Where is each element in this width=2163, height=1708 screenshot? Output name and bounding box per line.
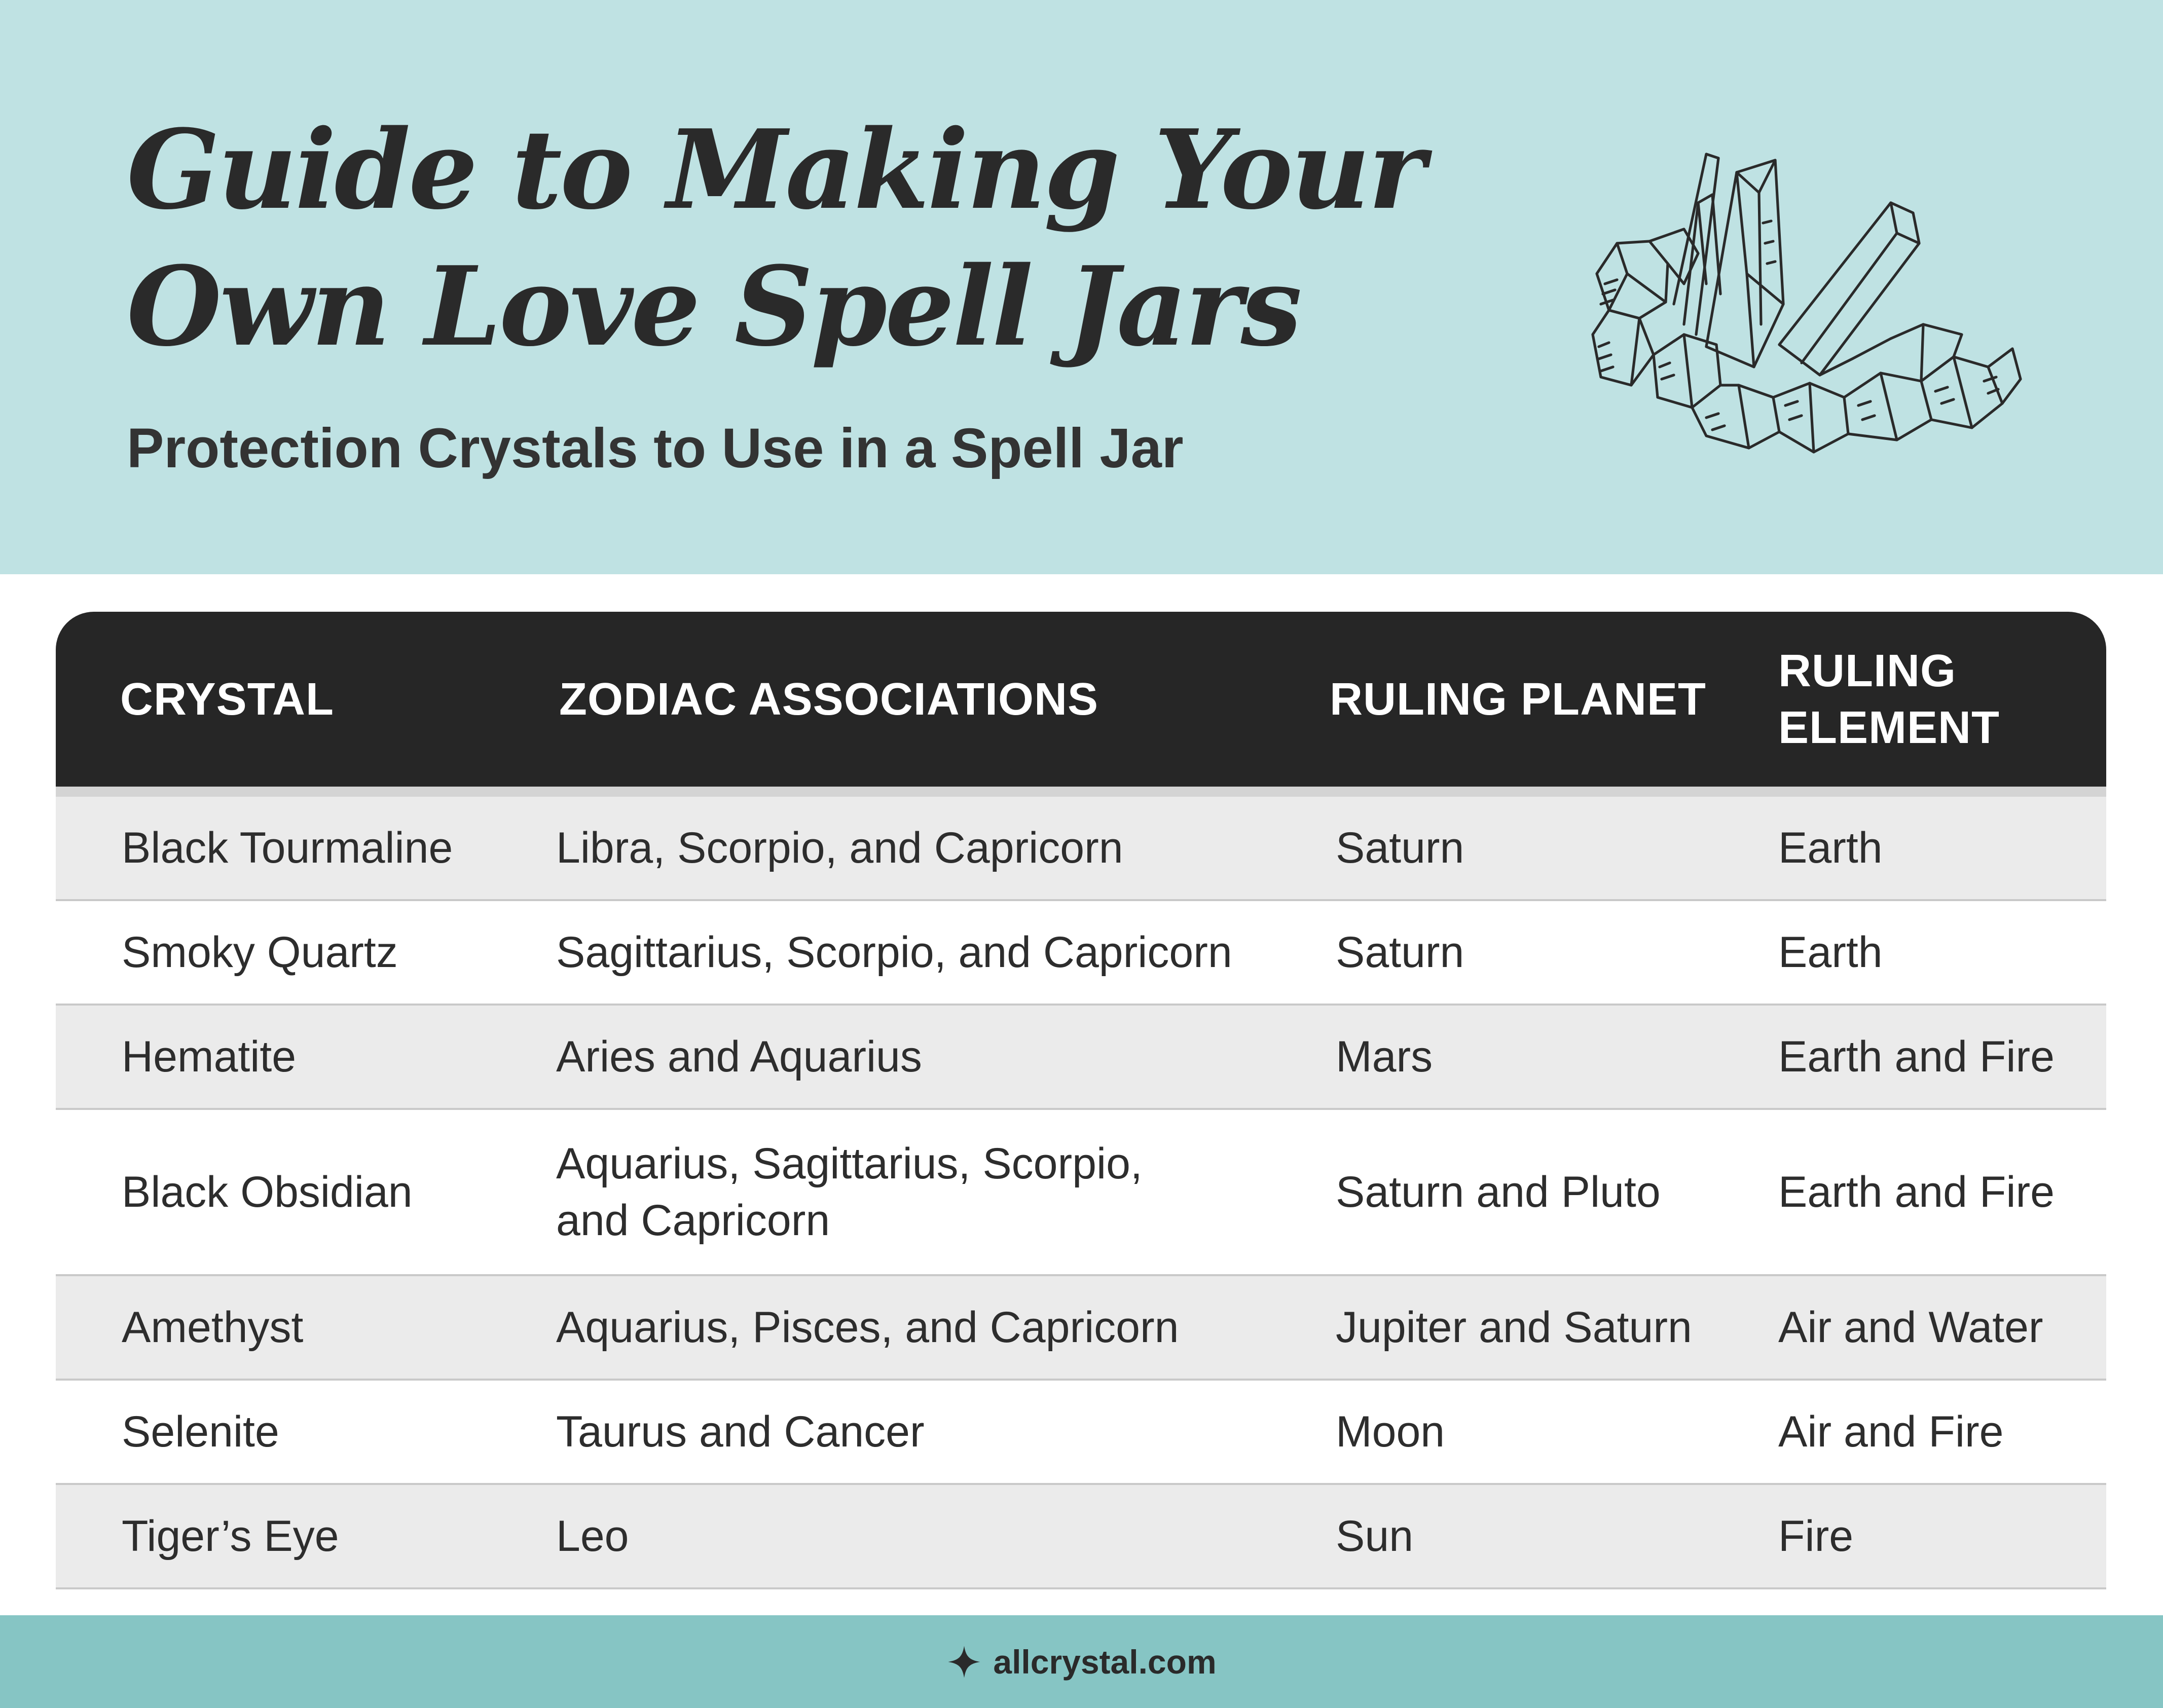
crystal-cell: Amethyst (122, 1303, 304, 1352)
crystal-cell: Black Obsidian (122, 1168, 413, 1216)
planet-cell: Saturn (1336, 928, 1464, 977)
zodiac-cell: Aries and Aquarius (556, 1032, 922, 1081)
crystal-cell: Hematite (122, 1032, 297, 1081)
crystal-cluster-icon (1587, 132, 2023, 466)
planet-cell: Jupiter and Saturn (1336, 1303, 1692, 1352)
sparkle-icon (946, 1644, 982, 1680)
column-header-crystal: CRYSTAL (120, 674, 334, 725)
table-row (56, 1381, 2106, 1485)
element-cell: Earth (1778, 824, 1883, 872)
crystal-cell: Smoky Quartz (122, 928, 398, 977)
table-row (56, 1276, 2106, 1381)
planet-cell: Sun (1336, 1512, 1414, 1561)
element-cell: Fire (1778, 1512, 1854, 1561)
crystal-cell: Tiger’s Eye (122, 1512, 339, 1561)
column-header-planet: RULING PLANET (1330, 674, 1706, 725)
table-row (56, 1485, 2106, 1589)
zodiac-cell: Libra, Scorpio, and Capricorn (556, 824, 1123, 872)
footer-brand (946, 1643, 1216, 1681)
crystal-table (56, 612, 2106, 1589)
header-banner (0, 0, 2163, 574)
zodiac-cell (556, 1110, 1316, 1274)
title-line-2: Own Love Spell Jars (127, 242, 1300, 370)
crystal-cell: Black Tourmaline (122, 824, 453, 872)
table-row (56, 1006, 2106, 1110)
site-link[interactable]: allcrystal.com (993, 1643, 1217, 1681)
page-subtitle: Protection Crystals to Use in a Spell Jar (127, 417, 1184, 479)
column-header-zodiac: ZODIAC ASSOCIATIONS (559, 674, 1099, 725)
zodiac-cell: Aquarius, Pisces, and Capricorn (556, 1303, 1179, 1352)
footer-bar (0, 1615, 2163, 1708)
zodiac-cell-text: Aquarius, Sagittarius, Scorpio, and Capricorn (556, 1139, 1143, 1245)
planet-cell: Mars (1336, 1032, 1433, 1081)
table-row (56, 797, 2106, 901)
planet-cell: Moon (1336, 1407, 1445, 1456)
element-cell: Air and Fire (1778, 1407, 2004, 1456)
element-cell: Earth and Fire (1778, 1032, 2055, 1081)
table-row (56, 1110, 2106, 1276)
element-cell: Air and Water (1778, 1303, 2043, 1352)
table-header (56, 612, 2106, 797)
table-row (56, 901, 2106, 1006)
planet-cell: Saturn (1336, 824, 1464, 872)
zodiac-cell: Taurus and Cancer (556, 1407, 925, 1456)
zodiac-cell: Sagittarius, Scorpio, and Capricorn (556, 928, 1232, 977)
element-cell: Earth and Fire (1778, 1168, 2055, 1216)
element-cell: Earth (1778, 928, 1883, 977)
zodiac-cell: Leo (556, 1512, 629, 1561)
crystal-cell: Selenite (122, 1407, 279, 1456)
title-line-1: Guide to Making Your (127, 105, 1424, 234)
page-title (127, 101, 1495, 375)
column-header-element: RULING ELEMENT (1778, 645, 2000, 753)
planet-cell: Saturn and Pluto (1336, 1168, 1661, 1216)
